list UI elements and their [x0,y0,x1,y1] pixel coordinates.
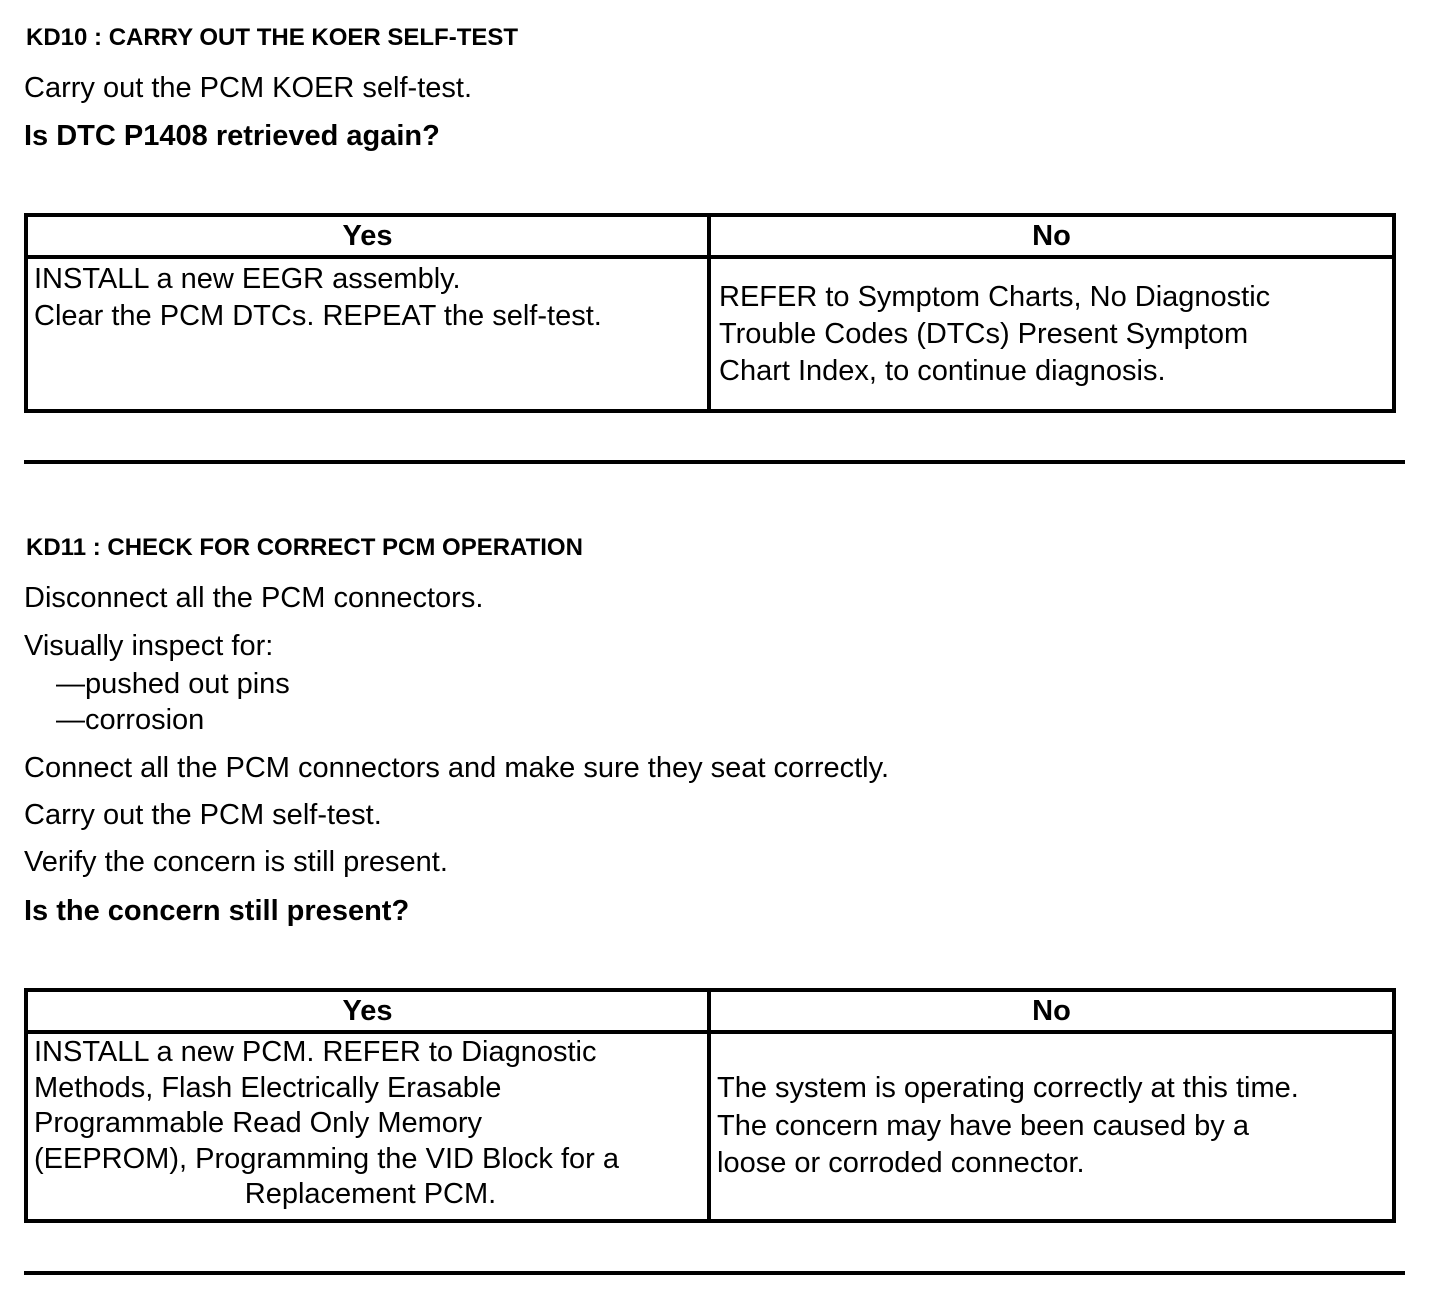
kd10-no-line: Chart Index, to continue diagnosis. [719,354,1166,387]
kd11-step-disconnect: Disconnect all the PCM connectors. [24,582,484,614]
kd10-no-line: REFER to Symptom Charts, No Diagnostic [719,280,1271,313]
kd11-heading: KD11 : CHECK FOR CORRECT PCM OPERATION [26,534,583,561]
kd10-instruction: Carry out the PCM KOER self-test. [24,72,473,104]
section-divider [24,460,1405,464]
kd10-no-line: Trouble Codes (DTCs) Present Symptom [719,317,1249,350]
kd11-bullet-corrosion: —corrosion [56,704,205,736]
kd11-yes-line: Replacement PCM. [244,1178,497,1210]
kd11-step-selftest: Carry out the PCM self-test. [24,799,382,831]
kd11-no-line: The concern may have been caused by a [717,1109,1249,1142]
kd11-no-header: No [709,990,1394,1032]
kd11-no-cell [709,1032,1394,1221]
kd11-step-verify: Verify the concern is still present. [24,846,448,878]
kd11-yes-line: INSTALL a new PCM. REFER to Diagnostic [34,1036,597,1068]
kd10-question: Is DTC P1408 retrieved again? [24,120,440,152]
kd10-no-header: No [709,215,1394,257]
kd10-answer-table [24,213,1396,413]
kd10-no-cell [709,257,1394,411]
kd11-answer-table [24,988,1396,1223]
kd10-yes-cell [26,257,709,411]
kd11-no-line: loose or corroded connector. [717,1147,1085,1180]
kd11-yes-line: Programmable Read Only Memory [34,1107,483,1139]
kd11-yes-line: Methods, Flash Electrically Erasable [34,1071,502,1104]
kd11-yes-line: (EEPROM), Programming the VID Block for a [34,1142,619,1175]
kd10-yes-line: Clear the PCM DTCs. REPEAT the self-test. [34,300,602,332]
kd10-heading: KD10 : CARRY OUT THE KOER SELF-TEST [26,24,519,51]
section-divider-bottom [24,1271,1405,1275]
kd10-yes-header: Yes [26,215,709,257]
kd11-no-line: The system is operating correctly at this time. [717,1072,1299,1105]
kd10-yes-line: INSTALL a new EEGR assembly. [34,263,461,295]
kd11-yes-header: Yes [26,990,709,1032]
kd11-yes-cell [26,1032,709,1221]
kd11-question: Is the concern still present? [24,895,410,927]
kd11-bullet-pins: —pushed out pins [56,668,290,700]
kd11-step-inspect: Visually inspect for: [24,630,274,662]
kd11-step-connect: Connect all the PCM connectors and make sure they seat correctly. [24,752,890,784]
